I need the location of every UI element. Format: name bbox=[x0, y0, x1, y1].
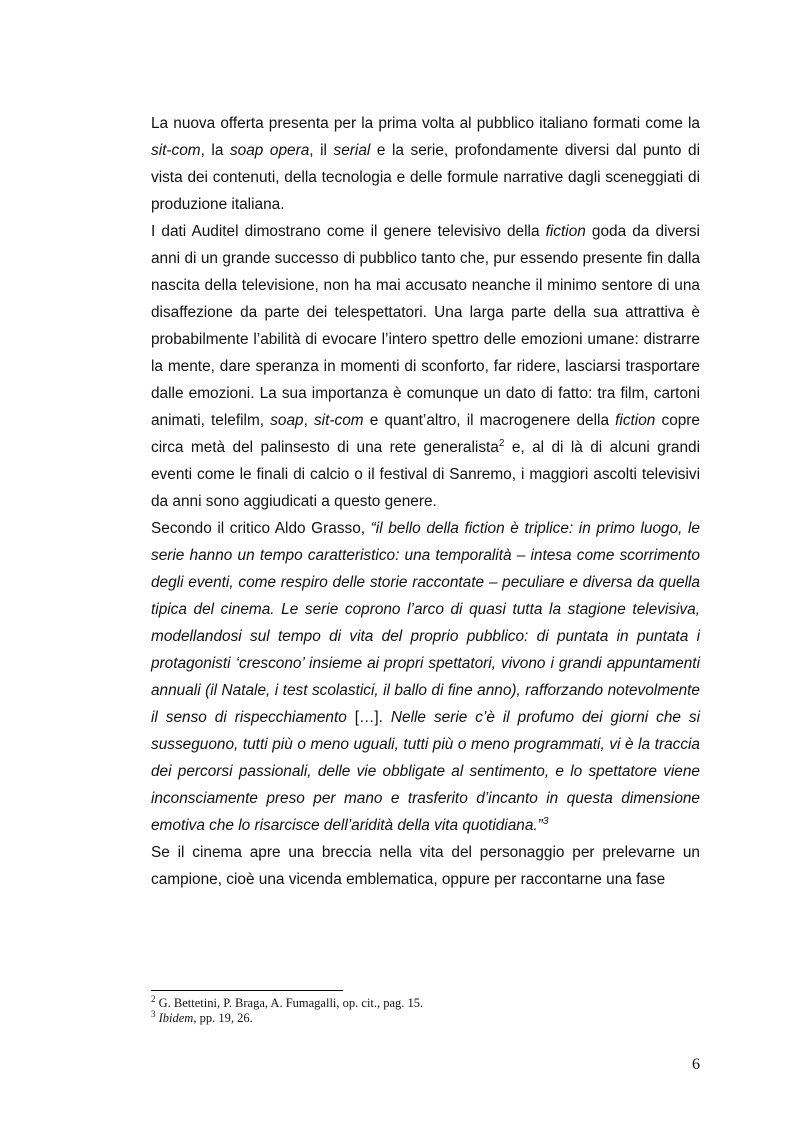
page-number: 6 bbox=[692, 1056, 700, 1073]
footnote-ref-2: 2 bbox=[498, 437, 505, 449]
paragraph-3: Secondo il critico Aldo Grasso, “il bello della fiction è triplice: in primo luogo, le serie hanno un tempo caratteristico: una temporalità – intesa come scorrimento degli eventi, come respiro delle storie raccontate – peculiare e diversa da quella tipica del cinema. Le serie coprono l’arco di quasi tutta la stagione televisiva, modellandosi sul tempo di vita del proprio pubblico: di puntata in puntata i protagonisti ‘crescono’ insieme ai propri spettatori, vivono i grandi appuntamenti annuali (il Natale, i test scolastici, il ballo di fine anno), rafforzando notevolmente il senso di rispecchiamento […]. Nelle serie c’è il profumo dei giorni che si susseguono, tutti più o meno uguali, tutti più o meno programmati, vi è la traccia dei percorsi passionali, delle vie obbligate al sentimento, e lo spettatore viene inconsciamente preso per mano e trasferito d’incanto in questa dimensione emotiva che lo risarcisce dell’aridità della vita quotidiana.”$^3$ bbox=[151, 520, 700, 834]
body-text bbox=[151, 110, 700, 893]
footnote-3: $^3$ Ibidem, pp. 19, 26. bbox=[151, 1008, 253, 1025]
footnote-separator bbox=[151, 990, 343, 991]
quote-grasso-part-1: “il bello della fiction è triplice: in primo luogo, le serie hanno un tempo caratteristico: una temporalità – intesa come scorrimento degli eventi, come respiro delle storie raccontate – peculiare e diversa da quella tipica del cinema. Le serie coprono l’arco di quasi tutta la stagione televisiva, modellandosi sul tempo di vita del proprio pubblico: di puntata in puntata i protagonisti ‘crescono’ insieme ai propri spettatori, vivono i grandi appuntamenti annuali (il Natale, i test scolastici, il ballo di fine anno), rafforzando notevolmente il senso di rispecchiamento bbox=[151, 520, 700, 726]
paragraph-1: La nuova offerta presenta per la prima volta al pubblico italiano formati come la sit-com, la soap opera, il serial e la serie, profondamente diversi dal punto di vista dei contenuti, della tecnologia e delle formule narrative dagli sceneggiati di produzione italiana. bbox=[151, 115, 701, 213]
quote-grasso-part-2: Nelle serie c’è il profumo dei giorni che si susseguono, tutti più o meno uguali, tutti più o meno programmati, vi è la traccia dei percorsi passionali, delle vie obbligate al sentimento, e lo spettatore viene inconsciamente preso per mano e trasferito d’incanto in questa dimensione emotiva che lo risarcisce dell’aridità della vita quotidiana.” bbox=[151, 709, 700, 834]
footnote-2: $^2$ G. Bettetini, P. Braga, A. Fumagalli, op. cit., pag. 15. bbox=[151, 993, 424, 1010]
footnotes bbox=[151, 993, 700, 1026]
paragraph-2: I dati Auditel dimostrano come il genere televisivo della fiction goda da diversi anni di un grande successo di pubblico tanto che, pur essendo presente fin dalla nascita della televisione, non ha mai accusato neanche il minimo sentore di una disaffezione da parte dei telespettatori. Una larga parte della sua attrattiva è probabilmente l’abilità di evocare l’intero spettro delle emozioni umane: distrarre la mente, dare speranza in momenti di sconforto, far ridere, lasciarsi trasportare dalle emozioni. La sua importanza è comunque un dato di fatto: tra film, cartoni animati, telefilm, soap, sit-com e quant’altro, il macrogenere della fiction copre circa metà del palinsesto di una rete generalista$^2$ e, al di là di alcuni grandi eventi come le finali di calcio o il festival di Sanremo, i maggiori ascolti televisivi da anni sono aggiudicati a questo genere. bbox=[151, 223, 700, 510]
paragraph-4: Se il cinema apre una breccia nella vita del personaggio per prelevarne un campione, cioè una vicenda emblematica, oppure per raccontarne una fase bbox=[151, 844, 700, 888]
footnote-ref-3: 3 bbox=[542, 815, 549, 827]
